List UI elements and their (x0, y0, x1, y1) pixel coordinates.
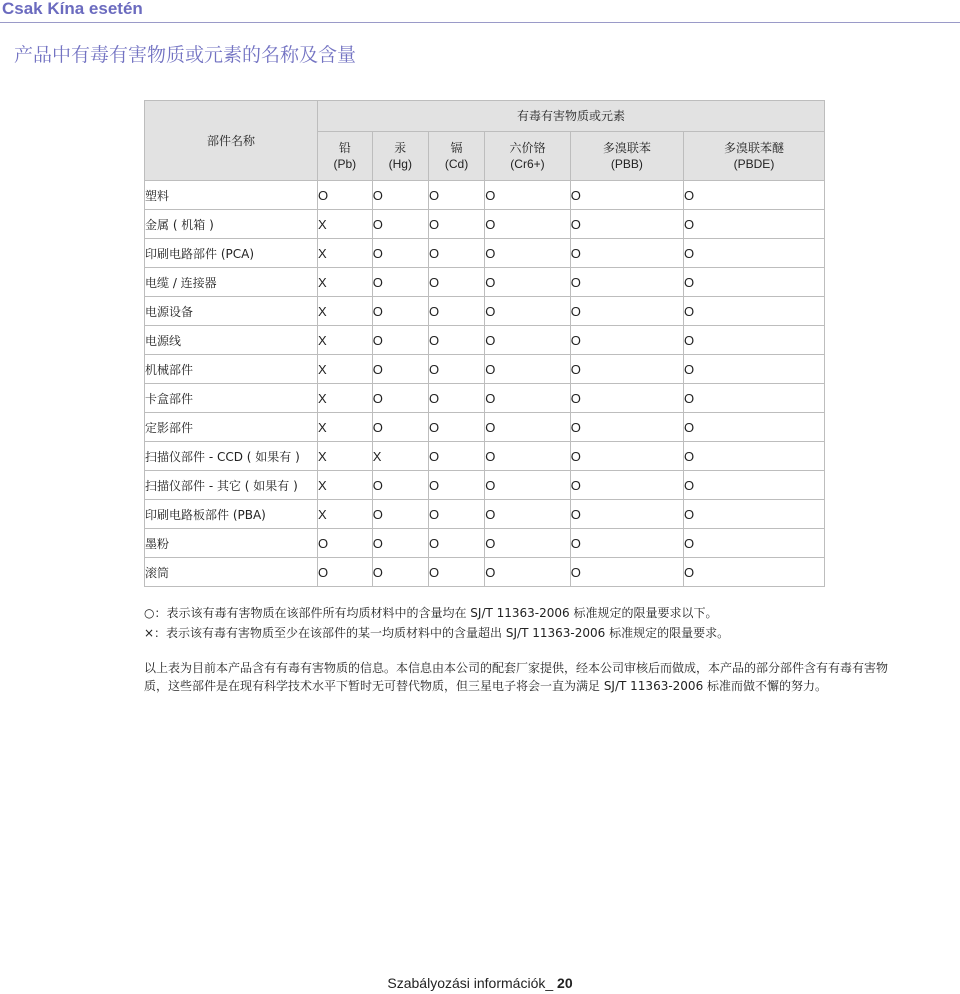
compliance-mark-cell: O (485, 268, 571, 297)
compliance-mark-cell: O (428, 471, 484, 500)
compliance-mark-cell: O (683, 268, 824, 297)
compliance-mark-cell: O (428, 442, 484, 471)
compliance-mark-cell: X (318, 384, 373, 413)
compliance-mark-cell: O (372, 384, 428, 413)
part-name-cell: 金属 ( 机箱 ) (145, 210, 318, 239)
compliance-mark-cell: X (318, 500, 373, 529)
substance-name: 汞 (394, 141, 407, 155)
compliance-mark-cell: O (683, 297, 824, 326)
compliance-mark-cell: O (485, 326, 571, 355)
compliance-mark-cell: O (683, 239, 824, 268)
compliance-mark-cell: O (428, 558, 484, 587)
compliance-mark-cell: O (570, 471, 683, 500)
compliance-mark-cell: O (372, 326, 428, 355)
part-name-cell: 电缆 / 连接器 (145, 268, 318, 297)
compliance-mark-cell: O (318, 529, 373, 558)
compliance-mark-cell: O (485, 442, 571, 471)
table-row (145, 384, 825, 413)
compliance-mark-cell: X (318, 297, 373, 326)
substance-column-header (318, 132, 373, 181)
footer-label: Szabályozási információk_ (387, 975, 554, 991)
hazardous-substances-table (144, 100, 825, 587)
compliance-mark-cell: O (570, 413, 683, 442)
table-row (145, 268, 825, 297)
substance-symbol: (Hg) (388, 157, 412, 171)
table-row (145, 500, 825, 529)
compliance-mark-cell: O (428, 239, 484, 268)
compliance-mark-cell: O (570, 297, 683, 326)
substance-column-header (683, 132, 824, 181)
compliance-mark-cell: O (683, 210, 824, 239)
compliance-mark-cell: O (683, 413, 824, 442)
compliance-mark-cell: O (372, 239, 428, 268)
compliance-mark-cell: O (683, 529, 824, 558)
compliance-mark-cell: O (485, 471, 571, 500)
part-name-cell: 电源线 (145, 326, 318, 355)
compliance-mark-cell: O (428, 181, 484, 210)
compliance-mark-cell: O (372, 500, 428, 529)
page-footer (0, 975, 960, 991)
compliance-mark-cell: O (683, 558, 824, 587)
compliance-mark-cell: X (318, 442, 373, 471)
substance-column-header (570, 132, 683, 181)
compliance-mark-cell: O (485, 181, 571, 210)
compliance-mark-cell: X (318, 268, 373, 297)
compliance-mark-cell: O (485, 558, 571, 587)
compliance-mark-cell: O (570, 181, 683, 210)
table-row (145, 210, 825, 239)
part-name-cell: 印刷电路部件 (PCA) (145, 239, 318, 268)
compliance-mark-cell: O (570, 500, 683, 529)
compliance-mark-cell: O (485, 297, 571, 326)
compliance-mark-cell: O (570, 529, 683, 558)
compliance-mark-cell: X (372, 442, 428, 471)
table-row (145, 413, 825, 442)
compliance-mark-cell: X (318, 326, 373, 355)
compliance-mark-cell: O (428, 210, 484, 239)
compliance-mark-cell: X (318, 210, 373, 239)
part-name-cell: 滚筒 (145, 558, 318, 587)
compliance-mark-cell: O (570, 210, 683, 239)
table-row (145, 471, 825, 500)
compliance-mark-cell: O (485, 413, 571, 442)
page-number: 20 (557, 975, 573, 991)
compliance-mark-cell: O (428, 500, 484, 529)
part-name-cell: 印刷电路板部件 (PBA) (145, 500, 318, 529)
part-name-cell: 卡盒部件 (145, 384, 318, 413)
compliance-mark-cell: X (318, 413, 373, 442)
part-name-cell: 扫描仪部件 - CCD ( 如果有 ) (145, 442, 318, 471)
compliance-mark-cell: O (372, 471, 428, 500)
substance-symbol: (Pb) (333, 157, 357, 171)
document-heading: 产品中有毒有害物质或元素的名称及含量 (14, 44, 357, 66)
compliance-mark-cell: O (570, 268, 683, 297)
compliance-mark-cell: O (570, 355, 683, 384)
substance-column-header (485, 132, 571, 181)
substance-name: 多溴联苯醚 (723, 141, 784, 155)
part-name-cell: 墨粉 (145, 529, 318, 558)
part-name-header: 部件名称 (145, 101, 318, 181)
compliance-mark-cell: O (372, 181, 428, 210)
compliance-mark-cell: O (372, 297, 428, 326)
substance-symbol: (PBDE) (733, 157, 775, 171)
compliance-mark-cell: O (683, 471, 824, 500)
substance-symbol: (PBB) (610, 157, 643, 171)
compliance-mark-cell: O (570, 442, 683, 471)
compliance-mark-cell: O (485, 210, 571, 239)
compliance-mark-cell: O (372, 268, 428, 297)
compliance-mark-cell: O (428, 384, 484, 413)
table-row (145, 326, 825, 355)
compliance-mark-cell: O (318, 558, 373, 587)
part-name-cell: 定影部件 (145, 413, 318, 442)
section-title: Csak Kína esetén (2, 0, 143, 18)
compliance-mark-cell: O (428, 268, 484, 297)
compliance-mark-cell: O (318, 181, 373, 210)
compliance-mark-cell: O (683, 442, 824, 471)
substance-symbol: (Cd) (444, 157, 469, 171)
table-row (145, 181, 825, 210)
table-row (145, 442, 825, 471)
substance-group-header: 有毒有害物质或元素 (318, 101, 825, 132)
compliance-mark-cell: O (428, 297, 484, 326)
compliance-mark-cell: O (570, 384, 683, 413)
substance-column-header (372, 132, 428, 181)
disclaimer-paragraph: 以上表为目前本产品含有有毒有害物质的信息。本信息由本公司的配套厂家提供，经本公司审核后而做成，本产品的部分部件含有有毒有害物质，这些部件是在现有科学技术水平下暂时无可替代物质，但三星电子将会一直为满足 SJ/T 11363-2006 标准而做不懈的努力。 (144, 661, 889, 693)
compliance-mark-cell: O (570, 239, 683, 268)
compliance-mark-cell: O (683, 181, 824, 210)
compliance-mark-cell: O (372, 558, 428, 587)
compliance-mark-cell: O (372, 413, 428, 442)
compliance-mark-cell: X (318, 239, 373, 268)
compliance-mark-cell: O (485, 384, 571, 413)
compliance-mark-cell: O (372, 529, 428, 558)
compliance-mark-cell: X (318, 471, 373, 500)
table-row (145, 355, 825, 384)
table-row (145, 297, 825, 326)
compliance-mark-cell: O (428, 529, 484, 558)
legend-notes (144, 603, 729, 643)
table-row (145, 239, 825, 268)
compliance-mark-cell: O (428, 355, 484, 384)
compliance-mark-cell: O (683, 384, 824, 413)
substance-name: 六价铬 (509, 141, 546, 155)
substance-name: 镉 (450, 141, 463, 155)
compliance-mark-cell: O (372, 355, 428, 384)
substance-column-header (428, 132, 484, 181)
part-name-cell: 塑料 (145, 181, 318, 210)
compliance-mark-cell: X (318, 355, 373, 384)
substance-name: 铅 (338, 141, 351, 155)
compliance-mark-cell: O (683, 326, 824, 355)
substance-symbol: (Cr6+) (510, 157, 545, 171)
compliance-mark-cell: O (485, 529, 571, 558)
compliance-mark-cell: O (485, 239, 571, 268)
header-bar (0, 0, 960, 23)
compliance-mark-cell: O (683, 500, 824, 529)
x-note: ×：表示该有毒有害物质至少在该部件的某一均质材料中的含量超出 SJ/T 11363-2006 标准规定的限量要求。 (144, 626, 730, 640)
compliance-mark-cell: O (485, 355, 571, 384)
compliance-mark-cell: O (683, 355, 824, 384)
o-note: ○：表示该有毒有害物质在该部件所有均质材料中的含量均在 SJ/T 11363-2006 标准规定的限量要求以下。 (144, 606, 718, 620)
table-row (145, 558, 825, 587)
compliance-mark-cell: O (485, 500, 571, 529)
compliance-mark-cell: O (570, 326, 683, 355)
part-name-cell: 机械部件 (145, 355, 318, 384)
table-row (145, 529, 825, 558)
compliance-mark-cell: O (372, 210, 428, 239)
substance-name: 多溴联苯 (602, 141, 651, 155)
compliance-mark-cell: O (428, 413, 484, 442)
part-name-cell: 扫描仪部件 - 其它 ( 如果有 ) (145, 471, 318, 500)
compliance-mark-cell: O (570, 558, 683, 587)
part-name-cell: 电源设备 (145, 297, 318, 326)
compliance-mark-cell: O (428, 326, 484, 355)
